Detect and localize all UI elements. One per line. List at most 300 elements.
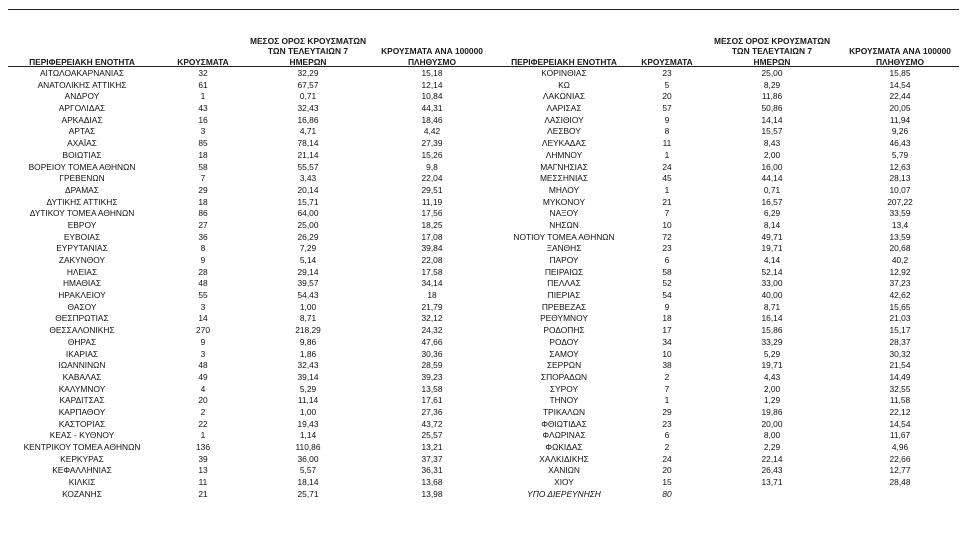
left-per100k-cell: 39,23 — [421, 371, 443, 382]
right-region-cell: ΠΡΕΒΕΖΑΣ — [541, 301, 587, 312]
right-cases-cell: 7 — [664, 208, 670, 219]
right-cases-cell: 57 — [662, 103, 672, 114]
table-row — [0, 80, 969, 92]
left-cases-cell: 1 — [200, 430, 206, 441]
right-per100k-cell: 15,85 — [889, 68, 911, 78]
left-per100k-cell: 17,08 — [421, 231, 443, 242]
left-region-cell: ΕΥΡΥΤΑΝΙΑΣ — [56, 243, 108, 254]
right-cases-cell: 34 — [662, 336, 672, 347]
right-avg7-cell: 16,00 — [761, 161, 783, 172]
left-per100k-cell: 18,46 — [421, 114, 443, 125]
right-per100k-cell: 9,26 — [891, 126, 909, 137]
left-avg7-cell: 0,71 — [299, 91, 317, 102]
right-avg7-cell: 49,71 — [761, 231, 783, 242]
right-cases-cell: 1 — [664, 184, 670, 195]
right-per100k-cell: 12,63 — [889, 161, 911, 172]
right-cases-cell: 24 — [662, 453, 672, 464]
left-region-cell: ΔΡΑΜΑΣ — [65, 184, 99, 195]
right-region-cell: ΠΕΛΛΑΣ — [547, 278, 581, 289]
right-region-cell: ΤΗΝΟΥ — [549, 395, 579, 406]
left-avg7-cell: 25,00 — [297, 219, 319, 230]
left-region-cell: ΚΕΡΚΥΡΑΣ — [60, 453, 104, 464]
right-avg7-cell: 25,00 — [761, 68, 783, 78]
right-region-cell: ΣΑΜΟΥ — [549, 348, 579, 359]
left-cases-cell: 21 — [198, 488, 208, 499]
right-per100k-cell: 28,48 — [889, 477, 911, 488]
header-cases-right: ΚΡΟΥΣΜΑΤΑ — [641, 56, 693, 67]
right-cases-cell: 21 — [662, 196, 672, 207]
left-per100k-cell: 43,72 — [421, 418, 443, 429]
right-per100k-cell: 15,65 — [889, 301, 911, 312]
left-per100k-cell: 9,8 — [426, 161, 438, 172]
right-cases-cell: 45 — [662, 173, 672, 184]
right-cases-cell: 23 — [662, 243, 672, 254]
right-avg7-cell: 22,14 — [761, 453, 783, 464]
right-per100k-cell: 21,03 — [889, 313, 911, 324]
left-avg7-cell: 110,86 — [295, 442, 321, 452]
right-cases-cell: 72 — [662, 231, 672, 242]
right-per100k-cell: 10,07 — [889, 184, 911, 195]
right-avg7-cell: 8,71 — [763, 301, 781, 312]
right-per100k-cell: 42,62 — [889, 290, 911, 301]
right-region-cell: ΜΗΛΟΥ — [548, 184, 580, 195]
right-cases-cell: 1 — [664, 395, 670, 406]
table-row — [0, 103, 969, 115]
table-row — [0, 126, 969, 138]
right-avg7-cell: 20,00 — [761, 418, 783, 429]
right-per100k-cell: 13,59 — [889, 231, 911, 242]
right-region-cell: ΧΑΝΙΩΝ — [548, 465, 580, 476]
left-region-cell: ΑΡΓΟΛΙΔΑΣ — [58, 103, 106, 114]
top-rule — [8, 9, 959, 10]
right-region-cell: ΣΠΟΡΑΔΩΝ — [540, 371, 588, 382]
right-per100k-cell: 46,43 — [889, 138, 911, 149]
left-cases-cell: 20 — [198, 395, 208, 406]
left-per100k-cell: 25,57 — [421, 430, 443, 441]
left-cases-cell: 7 — [200, 173, 206, 184]
right-region-cell: ΛΑΣΙΘΙΟΥ — [544, 114, 584, 125]
right-avg7-cell: 33,00 — [761, 278, 783, 289]
left-region-cell: ΑΙΤΩΛΟΑΚΑΡΝΑΝΙΑΣ — [39, 68, 125, 78]
left-per100k-cell: 13,58 — [421, 383, 443, 394]
left-per100k-cell: 32,12 — [421, 313, 443, 324]
left-per100k-cell: 34,14 — [421, 278, 443, 289]
left-avg7-cell: 1,86 — [299, 348, 317, 359]
data-table-body — [0, 68, 969, 500]
right-per100k-cell: 11,58 — [889, 395, 911, 406]
right-region-cell: ΞΑΝΘΗΣ — [546, 243, 582, 254]
left-region-cell: ΑΡΚΑΔΙΑΣ — [61, 114, 103, 125]
right-per100k-cell: 4,96 — [891, 442, 909, 452]
left-per100k-cell: 28,59 — [421, 360, 443, 371]
left-avg7-cell: 8,71 — [299, 313, 317, 324]
right-cases-cell: 23 — [662, 68, 672, 78]
table-row — [0, 302, 969, 314]
left-cases-cell: 270 — [196, 325, 210, 336]
right-cases-cell: 9 — [664, 301, 670, 312]
right-per100k-cell: 22,44 — [889, 91, 911, 102]
table-row — [0, 442, 969, 454]
left-region-cell: ΚΕΑΣ - ΚΥΘΝΟΥ — [49, 430, 115, 441]
table-row — [0, 150, 969, 162]
left-cases-cell: 9 — [200, 255, 206, 265]
left-region-cell: ΑΝΑΤΟΛΙΚΗΣ ΑΤΤΙΚΗΣ — [37, 79, 127, 90]
right-avg7-cell: 44,14 — [761, 173, 783, 184]
table-row — [0, 477, 969, 489]
left-cases-cell: 9 — [200, 336, 206, 347]
left-region-cell: ΒΟΙΩΤΙΑΣ — [62, 149, 102, 160]
left-region-cell: ΚΕΝΤΡΙΚΟΥ ΤΟΜΕΑ ΑΘΗΝΩΝ — [23, 442, 141, 452]
right-region-cell: ΛΑΡΙΣΑΣ — [546, 103, 582, 114]
left-avg7-cell: 25,71 — [297, 488, 319, 499]
table-row — [0, 267, 969, 279]
left-avg7-cell: 5,29 — [299, 383, 317, 394]
left-cases-cell: 86 — [198, 208, 208, 219]
right-region-cell: ΚΟΡΙΝΘΙΑΣ — [541, 68, 587, 78]
left-region-cell: ΚΙΛΚΙΣ — [68, 477, 96, 488]
left-per100k-cell: 13,21 — [421, 442, 443, 452]
left-per100k-cell: 24,32 — [421, 325, 443, 336]
right-avg7-cell: 8,00 — [763, 430, 781, 441]
right-per100k-cell: 28,13 — [889, 173, 911, 184]
left-per100k-cell: 27,36 — [421, 406, 443, 417]
right-avg7-cell: 19,71 — [761, 243, 783, 254]
header-region-left: ΠΕΡΙΦΕΡΕΙΑΚΗ ΕΝΟΤΗΤΑ — [29, 56, 135, 67]
right-per100k-cell: 37,23 — [889, 278, 911, 289]
right-cases-cell: 24 — [662, 161, 672, 172]
left-per100k-cell: 44,31 — [421, 103, 443, 114]
right-per100k-cell: 11,67 — [889, 430, 911, 441]
left-region-cell: ΕΒΡΟΥ — [67, 219, 97, 230]
table-row — [0, 349, 969, 361]
left-region-cell: ΚΑΣΤΟΡΙΑΣ — [58, 418, 106, 429]
header-cases-left: ΚΡΟΥΣΜΑΤΑ — [177, 56, 229, 67]
right-region-cell: ΝΑΞΟΥ — [549, 208, 579, 219]
right-per100k-cell: 20,68 — [889, 243, 911, 254]
right-avg7-cell: 26,43 — [761, 465, 783, 476]
left-cases-cell: 43 — [198, 103, 208, 114]
right-cases-cell: 17 — [662, 325, 672, 336]
left-per100k-cell: 17,58 — [421, 266, 443, 277]
table-row — [0, 185, 969, 197]
right-region-cell: ΤΡΙΚΑΛΩΝ — [542, 406, 586, 417]
left-cases-cell: 1 — [200, 91, 206, 102]
right-region-cell: ΠΑΡΟΥ — [549, 255, 579, 265]
left-avg7-cell: 19,43 — [297, 418, 319, 429]
right-avg7-cell: 15,57 — [761, 126, 783, 137]
table-row — [0, 278, 969, 290]
table-row — [0, 465, 969, 477]
left-per100k-cell: 12,14 — [421, 79, 443, 90]
right-avg7-cell: 2,29 — [763, 442, 781, 452]
header-per100k-right: ΚΡΟΥΣΜΑΤΑ ΑΝΑ 100000 ΠΛΗΘΥΣΜΟ — [849, 46, 951, 67]
header-per100k-left: ΚΡΟΥΣΜΑΤΑ ΑΝΑ 100000 ΠΛΗΘΥΣΜΟ — [381, 46, 483, 67]
right-region-cell: ΥΠΟ ΔΙΕΡΕΥΝΗΣΗ — [527, 488, 601, 499]
right-cases-cell: 2 — [664, 371, 670, 382]
right-per100k-cell: 20,05 — [889, 103, 911, 114]
left-cases-cell: 27 — [198, 219, 208, 230]
left-region-cell: ΘΕΣΣΑΛΟΝΙΚΗΣ — [49, 325, 115, 336]
left-avg7-cell: 3,43 — [299, 173, 317, 184]
left-region-cell: ΔΥΤΙΚΟΥ ΤΟΜΕΑ ΑΘΗΝΩΝ — [29, 208, 135, 219]
left-cases-cell: 58 — [198, 161, 208, 172]
left-region-cell: ΗΜΑΘΙΑΣ — [62, 278, 102, 289]
right-avg7-cell: 50,86 — [761, 103, 783, 114]
right-region-cell: ΧΙΟΥ — [554, 477, 574, 488]
right-per100k-cell: 14,54 — [889, 418, 911, 429]
left-per100k-cell: 22,04 — [421, 173, 443, 184]
right-region-cell: ΜΕΣΣΗΝΙΑΣ — [539, 173, 589, 184]
right-per100k-cell: 33,59 — [889, 208, 911, 219]
left-cases-cell: 16 — [198, 114, 208, 125]
left-region-cell: ΖΑΚΥΝΘΟΥ — [58, 255, 106, 265]
right-cases-cell: 5 — [664, 79, 670, 90]
right-region-cell: ΛΗΜΝΟΥ — [545, 149, 583, 160]
right-avg7-cell: 8,29 — [763, 79, 781, 90]
right-per100k-cell: 12,77 — [889, 465, 911, 476]
left-cases-cell: 48 — [198, 278, 208, 289]
right-avg7-cell: 19,86 — [761, 406, 783, 417]
left-region-cell: ΗΛΕΙΑΣ — [66, 266, 98, 277]
right-avg7-cell: 4,14 — [763, 255, 781, 265]
right-per100k-cell: 13,4 — [891, 219, 909, 230]
right-region-cell: ΦΩΚΙΔΑΣ — [545, 442, 583, 452]
left-per100k-cell: 22,08 — [421, 255, 443, 265]
left-region-cell: ΔΥΤΙΚΗΣ ΑΤΤΙΚΗΣ — [46, 196, 118, 207]
left-avg7-cell: 16,86 — [297, 114, 319, 125]
left-avg7-cell: 36,00 — [297, 453, 319, 464]
right-cases-cell: 52 — [662, 278, 672, 289]
right-avg7-cell: 13,71 — [761, 477, 783, 488]
left-cases-cell: 136 — [196, 442, 210, 452]
left-per100k-cell: 37,37 — [421, 453, 443, 464]
left-per100k-cell: 15,26 — [421, 149, 443, 160]
left-cases-cell: 29 — [198, 184, 208, 195]
table-row — [0, 243, 969, 255]
left-region-cell: ΑΝΔΡΟΥ — [64, 91, 100, 102]
left-avg7-cell: 5,57 — [299, 465, 317, 476]
table-row — [0, 325, 969, 337]
left-avg7-cell: 32,43 — [297, 360, 319, 371]
left-region-cell: ΚΟΖΑΝΗΣ — [62, 488, 102, 499]
left-avg7-cell: 5,14 — [299, 255, 317, 265]
left-cases-cell: 4 — [200, 383, 206, 394]
left-cases-cell: 14 — [198, 313, 208, 324]
right-region-cell: ΠΙΕΡΙΑΣ — [547, 290, 581, 301]
right-per100k-cell: 28,37 — [889, 336, 911, 347]
left-region-cell: ΘΕΣΠΡΩΤΙΑΣ — [55, 313, 109, 324]
left-avg7-cell: 9,86 — [299, 336, 317, 347]
right-region-cell: ΣΥΡΟΥ — [549, 383, 579, 394]
right-region-cell: ΛΑΚΩΝΙΑΣ — [542, 91, 586, 102]
table-header — [0, 27, 969, 67]
table-row — [0, 232, 969, 244]
left-per100k-cell: 27,39 — [421, 138, 443, 149]
right-per100k-cell: 30,32 — [889, 348, 911, 359]
left-avg7-cell: 64,00 — [297, 208, 319, 219]
right-region-cell: ΦΛΩΡΙΝΑΣ — [542, 430, 586, 441]
right-avg7-cell: 19,71 — [761, 360, 783, 371]
left-per100k-cell: 30,36 — [421, 348, 443, 359]
right-cases-cell: 23 — [662, 418, 672, 429]
right-cases-cell: 10 — [662, 348, 672, 359]
left-cases-cell: 49 — [198, 371, 208, 382]
left-region-cell: ΙΚΑΡΙΑΣ — [65, 348, 99, 359]
left-region-cell: ΙΩΑΝΝΙΝΩΝ — [58, 360, 106, 371]
left-cases-cell: 22 — [198, 418, 208, 429]
table-row — [0, 208, 969, 220]
right-avg7-cell: 5,29 — [763, 348, 781, 359]
right-cases-cell: 6 — [664, 430, 670, 441]
table-row — [0, 68, 969, 80]
header-region-right: ΠΕΡΙΦΕΡΕΙΑΚΗ ΕΝΟΤΗΤΑ — [511, 56, 617, 67]
table-row — [0, 173, 969, 185]
right-region-cell: ΦΘΙΩΤΙΔΑΣ — [541, 418, 587, 429]
table-row — [0, 91, 969, 103]
left-cases-cell: 55 — [198, 290, 208, 301]
left-region-cell: ΓΡΕΒΕΝΩΝ — [59, 173, 105, 184]
left-cases-cell: 3 — [200, 301, 206, 312]
left-per100k-cell: 15,18 — [421, 68, 443, 78]
right-region-cell: ΜΥΚΟΝΟΥ — [542, 196, 586, 207]
right-region-cell: ΡΕΘΥΜΝΟΥ — [540, 313, 588, 324]
header-avg7-left: ΜΕΣΟΣ ΟΡΟΣ ΚΡΟΥΣΜΑΤΩΝ ΤΩΝ ΤΕΛΕΥΤΑΙΩΝ 7 ΗΜΕΡΩΝ — [249, 35, 366, 67]
table-row — [0, 162, 969, 174]
left-per100k-cell: 39,84 — [421, 243, 443, 254]
left-cases-cell: 32 — [198, 68, 208, 78]
right-per100k-cell: 21,54 — [889, 360, 911, 371]
left-per100k-cell: 17,56 — [421, 208, 443, 219]
left-avg7-cell: 39,14 — [297, 371, 319, 382]
right-avg7-cell: 15,86 — [761, 325, 783, 336]
right-region-cell: ΡΟΔΟΠΗΣ — [543, 325, 585, 336]
header-rule — [8, 66, 959, 67]
right-region-cell: ΠΕΙΡΑΙΩΣ — [544, 266, 584, 277]
left-per100k-cell: 4,42 — [423, 126, 441, 137]
left-avg7-cell: 67,57 — [297, 79, 319, 90]
left-per100k-cell: 10,84 — [421, 91, 443, 102]
left-cases-cell: 18 — [198, 196, 208, 207]
left-avg7-cell: 55,57 — [297, 161, 319, 172]
right-avg7-cell: 4,43 — [763, 371, 781, 382]
right-avg7-cell: 16,57 — [761, 196, 783, 207]
left-avg7-cell: 11,14 — [297, 395, 319, 406]
right-avg7-cell: 0,71 — [763, 184, 781, 195]
right-cases-cell: 80 — [662, 488, 672, 499]
right-cases-cell: 15 — [662, 477, 672, 488]
right-region-cell: ΝΗΣΩΝ — [549, 219, 579, 230]
left-cases-cell: 28 — [198, 266, 208, 277]
left-cases-cell: 39 — [198, 453, 208, 464]
left-avg7-cell: 1,00 — [299, 406, 317, 417]
table-row — [0, 407, 969, 419]
right-per100k-cell: 22,12 — [889, 406, 911, 417]
left-per100k-cell: 17,61 — [421, 395, 443, 406]
right-avg7-cell: 52,14 — [761, 266, 783, 277]
table-row — [0, 454, 969, 466]
table-row — [0, 115, 969, 127]
right-per100k-cell: 32,55 — [889, 383, 911, 394]
right-cases-cell: 18 — [662, 313, 672, 324]
left-cases-cell: 18 — [198, 149, 208, 160]
left-region-cell: ΘΑΣΟΥ — [67, 301, 97, 312]
table-row — [0, 138, 969, 150]
left-region-cell: ΚΑΡΠΑΘΟΥ — [58, 406, 106, 417]
left-cases-cell: 2 — [200, 406, 206, 417]
left-per100k-cell: 18,25 — [421, 219, 443, 230]
table-row — [0, 419, 969, 431]
left-cases-cell: 61 — [198, 79, 208, 90]
left-avg7-cell: 32,43 — [297, 103, 319, 114]
left-cases-cell: 8 — [200, 243, 206, 254]
left-region-cell: ΕΥΒΟΙΑΣ — [63, 231, 101, 242]
right-region-cell: ΚΩ — [558, 79, 570, 90]
table-row — [0, 197, 969, 209]
right-region-cell: ΣΕΡΡΩΝ — [546, 360, 582, 371]
left-avg7-cell: 29,14 — [297, 266, 319, 277]
right-cases-cell: 6 — [664, 255, 670, 265]
table-row — [0, 313, 969, 325]
right-region-cell: ΝΟΤΙΟΥ ΤΟΜΕΑ ΑΘΗΝΩΝ — [513, 231, 615, 242]
left-per100k-cell: 18 — [427, 290, 437, 301]
table-row — [0, 220, 969, 232]
right-avg7-cell: 8,43 — [763, 138, 781, 149]
right-avg7-cell: 6,29 — [763, 208, 781, 219]
right-avg7-cell: 33,29 — [761, 336, 783, 347]
right-avg7-cell: 2,00 — [763, 149, 781, 160]
left-avg7-cell: 4,71 — [299, 126, 317, 137]
left-avg7-cell: 1,14 — [299, 430, 317, 441]
left-avg7-cell: 32,29 — [297, 68, 319, 78]
left-cases-cell: 48 — [198, 360, 208, 371]
left-avg7-cell: 15,71 — [297, 196, 319, 207]
left-avg7-cell: 7,29 — [299, 243, 317, 254]
left-region-cell: ΑΡΤΑΣ — [68, 126, 96, 137]
left-per100k-cell: 47,66 — [421, 336, 443, 347]
right-cases-cell: 8 — [664, 126, 670, 137]
right-avg7-cell: 40,00 — [761, 290, 783, 301]
right-avg7-cell: 16,14 — [761, 313, 783, 324]
left-per100k-cell: 21,79 — [421, 301, 443, 312]
table-row — [0, 395, 969, 407]
right-cases-cell: 10 — [662, 219, 672, 230]
table-row — [0, 255, 969, 267]
right-cases-cell: 58 — [662, 266, 672, 277]
left-cases-cell: 36 — [198, 231, 208, 242]
left-avg7-cell: 21,14 — [297, 149, 319, 160]
left-per100k-cell: 11,19 — [421, 196, 443, 207]
right-per100k-cell: 5,79 — [891, 149, 909, 160]
right-region-cell: ΛΕΣΒΟΥ — [547, 126, 581, 137]
table-row — [0, 489, 969, 501]
right-region-cell: ΛΕΥΚΑΔΑΣ — [541, 138, 587, 149]
table-row — [0, 384, 969, 396]
left-avg7-cell: 18,14 — [297, 477, 319, 488]
right-avg7-cell: 2,00 — [763, 383, 781, 394]
table-row — [0, 290, 969, 302]
right-per100k-cell: 22,66 — [889, 453, 911, 464]
table-row — [0, 360, 969, 372]
right-cases-cell: 7 — [664, 383, 670, 394]
left-per100k-cell: 36,31 — [421, 465, 443, 476]
right-avg7-cell: 8,14 — [763, 219, 781, 230]
left-avg7-cell: 20,14 — [297, 184, 319, 195]
right-cases-cell: 9 — [664, 114, 670, 125]
right-cases-cell: 38 — [662, 360, 672, 371]
right-per100k-cell: 15,17 — [889, 325, 911, 336]
right-per100k-cell: 12,92 — [889, 266, 911, 277]
right-cases-cell: 20 — [662, 91, 672, 102]
